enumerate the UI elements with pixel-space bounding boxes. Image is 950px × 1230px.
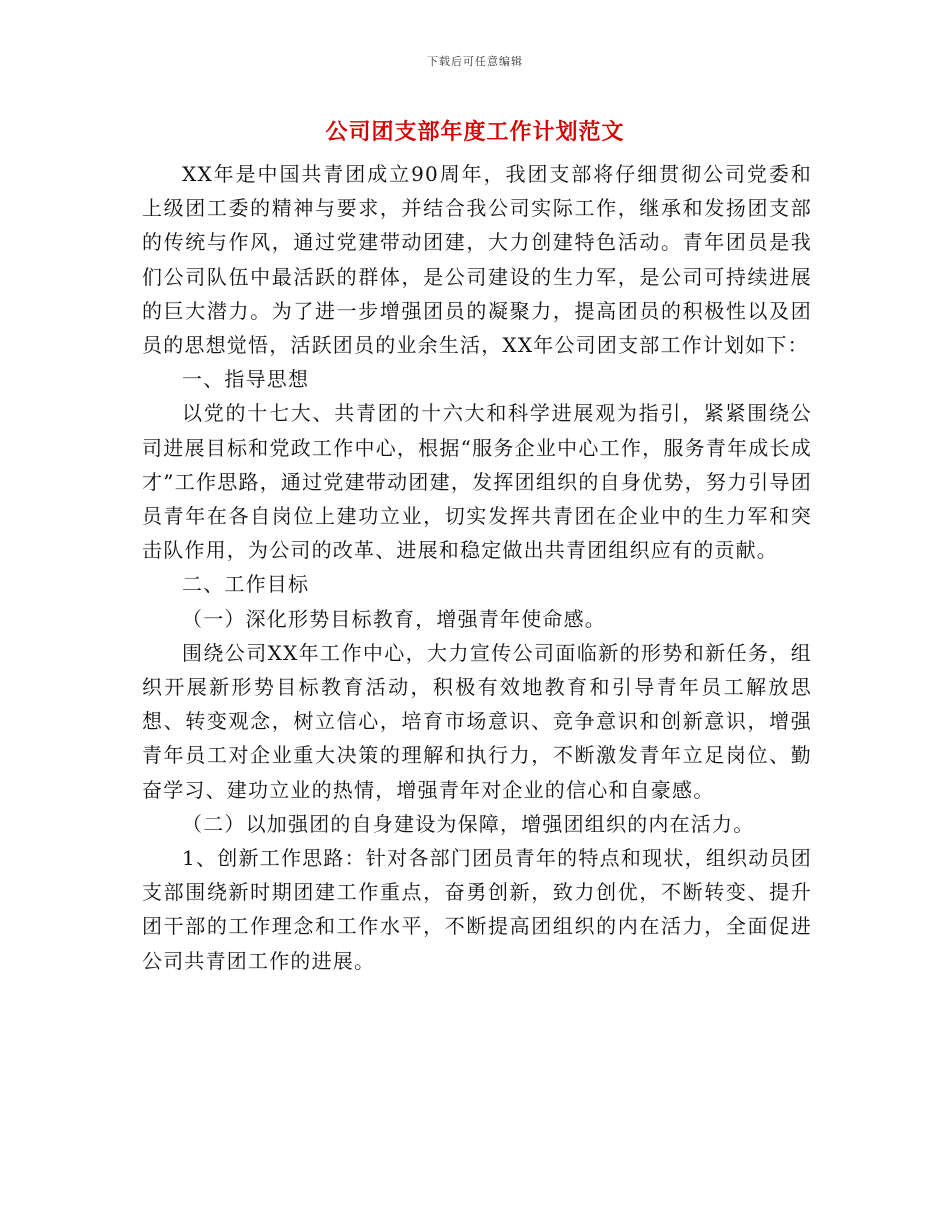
header-note: 下载后可任意编辑	[427, 55, 523, 68]
document-title: 公司团支部年度工作计划范文	[325, 119, 625, 145]
subsection-heading: （一）深化形势目标教育，增强青年使命感。	[182, 606, 606, 631]
paragraph: 围绕公司XX年工作中心，大力宣传公司面临新的形势和新任务，组织开展新形势目标教育活动，积极有效地教育和引导青年员工解放思想、转变观念，树立信心，培育市场意识、竞争意识和创新意识，增强青年员工对企业重大决策的理解和执行力，不断激发青年立足岗位、勤奋学习、建功立业的热情，增强青年对企业的信心和自豪感。	[142, 640, 812, 802]
subsection-heading: （二）以加强团的自身建设为保障，增强团组织的内在活力。	[182, 811, 755, 836]
section-heading: 一、指导思想	[182, 367, 310, 392]
paragraph: 1、创新工作思路：针对各部门团员青年的特点和现状，组织动员团支部围绕新时期团建工作重点，奋勇创新，致力创优，不断转变、提升团干部的工作理念和工作水平，不断提高团组织的内在活力，全面促进公司共青团工作的进展。	[142, 846, 812, 973]
paragraph: XX年是中国共青团成立90周年，我团支部将仔细贯彻公司党委和上级团工委的精神与要求，并结合我公司实际工作，继承和发扬团支部的传统与作风，通过党建带动团建，大力创建特色活动。青年团员是我们公司队伍中最活跃的群体，是公司建设的生力军，是公司可持续进展的巨大潜力。为了进一步增强团员的凝聚力，提高团员的积极性以及团员的思想觉悟，活跃团员的业余生活，XX年公司团支部工作计划如下：	[142, 162, 812, 358]
paragraph: 以党的十七大、共青团的十六大和科学进展观为指引，紧紧围绕公司进展目标和党政工作中心，根据“服务企业中心工作，服务青年成长成才”工作思路，通过党建带动团建，发挥团组织的自身优势，努力引导团员青年在各自岗位上建功立业，切实发挥共青团在企业中的生力军和突击队作用，为公司的改革、进展和稳定做出共青团组织应有的贡献。	[142, 401, 812, 563]
document-body	[142, 157, 812, 978]
section-heading: 二、工作目标	[182, 572, 310, 597]
